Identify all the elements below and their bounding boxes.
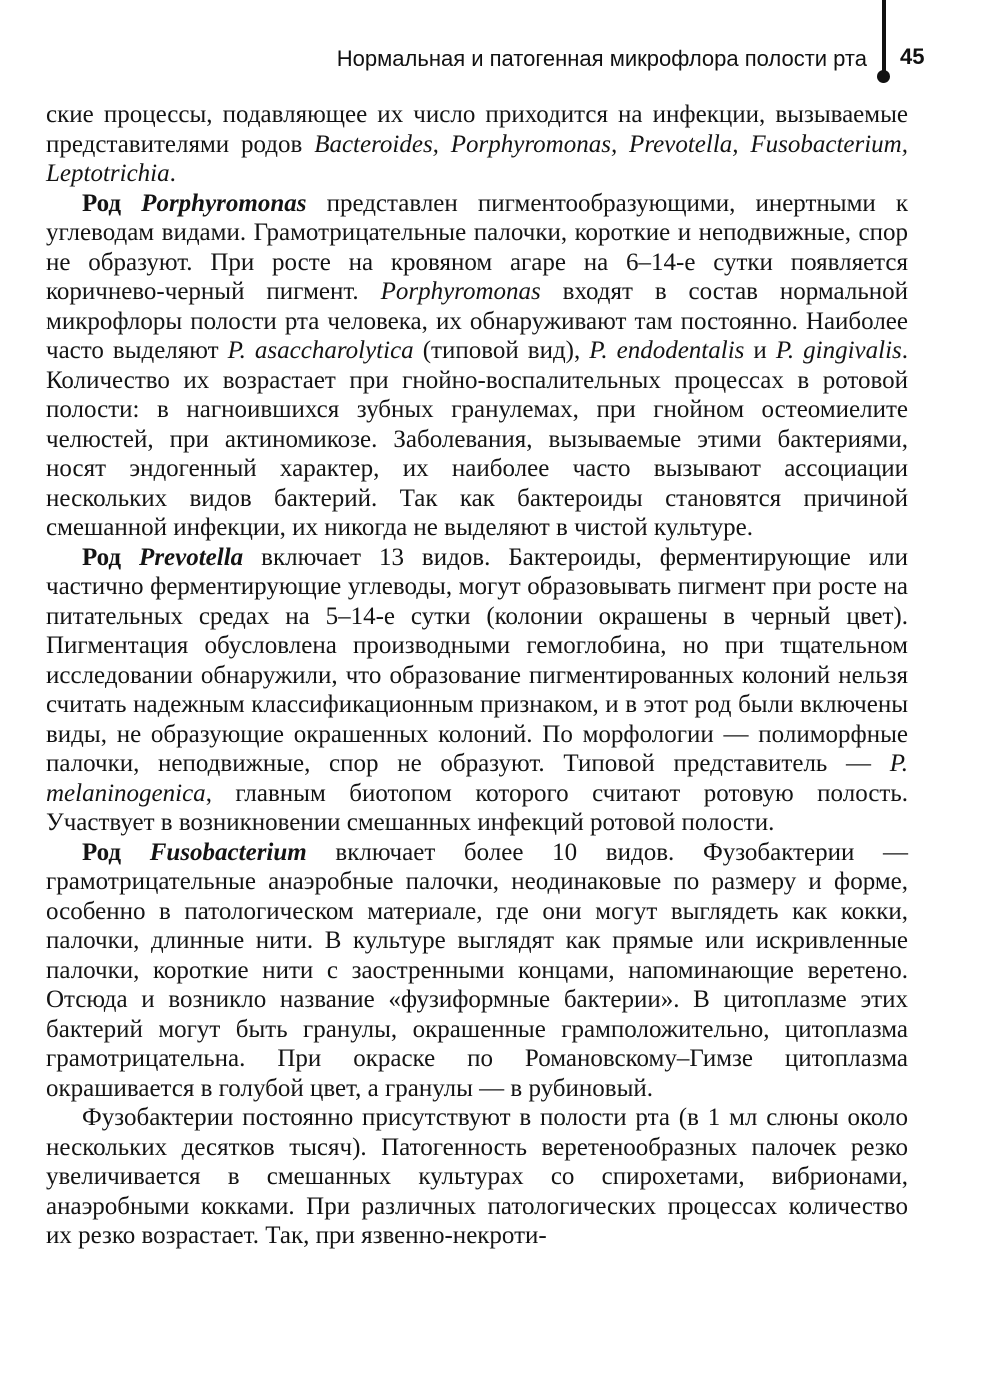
header-rule-dot (877, 70, 890, 83)
paragraph-porphyromonas: Род Porphyromonas представлен пигментообразующими, инертными к углеводам видами. Грамотрицательные палочки, короткие и неподвижные, спор не образуют. При росте на кровяном агаре на 6–14-е сутки появляется коричнево-черный пигмент. Porphyromonas входят в состав нормальной микрофлоры полости рта человека, их обнаруживают там постоянно. Наиболее часто выделяют P. asaccharolytica (типовой вид), P. endodentalis и P. gingivalis. Количество их возрастает при гнойно-воспалительных процессах в ротовой полости: в нагноившихся зубных гранулемах, при гнойном остеомиелите челюстей, при актиномикозе. Заболевания, вызываемые этими бактериями, носят эндогенный характер, их наиболее часто вызывают ассоциации нескольких видов бактерий. Так как бактероиды становятся причиной смешанной инфекции, их никогда не выделяют в чистой культуре. (46, 189, 909, 541)
genus-list: Bacteroides, Porphyromonas, Prevotella, Fusobacterium, Leptotrichia (46, 130, 908, 187)
paragraph-fusobacterium: Род Fusobacterium включает более 10 видов. Фузобактерии — грамотрицательные анаэробные палочки, неодинаковые по размеру и форме, особенно в патологическом материале, где они могут выглядеть как кокки, палочки, длинные нити. В культуре выглядят как прямые или искривленные палочки, короткие нити с заостренными концами, напоминающие веретено. Отсюда и возникло название «фузиформные бактерии». В цитоплазме этих бактерий могут быть гранулы, окрашенные грамположительно, цитоплазма грамотрицательна. При окраске по Романовскому–Гимзе цитоплазма окрашивается в голубой цвет, а гранулы — в рубиновый. (46, 838, 909, 1102)
genus-heading: Род Porphyromonas (82, 189, 307, 217)
running-header-title: Нормальная и патогенная микрофлора полости рта (336, 46, 867, 71)
genus-heading: Род Fusobacterium (82, 838, 307, 866)
header-rule (882, 0, 886, 76)
paragraph-fusobacteria-pathogenicity: Фузобактерии постоянно присутствуют в полости рта (в 1 мл слюны около нескольких десятков тысяч). Патогенность веретенообразных палочек резко увеличивается в смешанных культурах со спирохетами, вибрионами, анаэробными кокками. При различных патологических процессах количество их резко возрастает. Так, при язвенно-некроти- (46, 1104, 908, 1249)
page-number: 45 (900, 44, 925, 69)
paragraph-prevotella: Род Prevotella включает 13 видов. Бактероиды, ферментирующие или частично ферментирующие углеводы, могут образовывать пигмент при росте на питательных средах на 5–14-е сутки (колонии окрашены в черный цвет). Пигментация обусловлена производными гемоглобина, но при тщательном исследовании обнаружили, что образование пигментированных колоний нельзя считать надежным классификационным признаком, и в этот род были включены виды, не образующие окрашенных колоний. По морфологии — полиморфные палочки, неподвижные, спор не образуют. Типовой представитель — P. melaninogenica, главным биотопом которого считают ротовую полость. Участвует в возникновении смешанных инфекций ротовой полости. (46, 543, 909, 836)
paragraph-continuation: ские процессы, подавляющее их число приходится на инфекции, вызываемые представителями родов Bacteroides, Porphyromonas, Prevotella, Fusobacterium, Leptotrichia. (46, 101, 908, 187)
page-body (46, 100, 908, 1251)
genus-heading: Род Prevotella (82, 543, 244, 571)
